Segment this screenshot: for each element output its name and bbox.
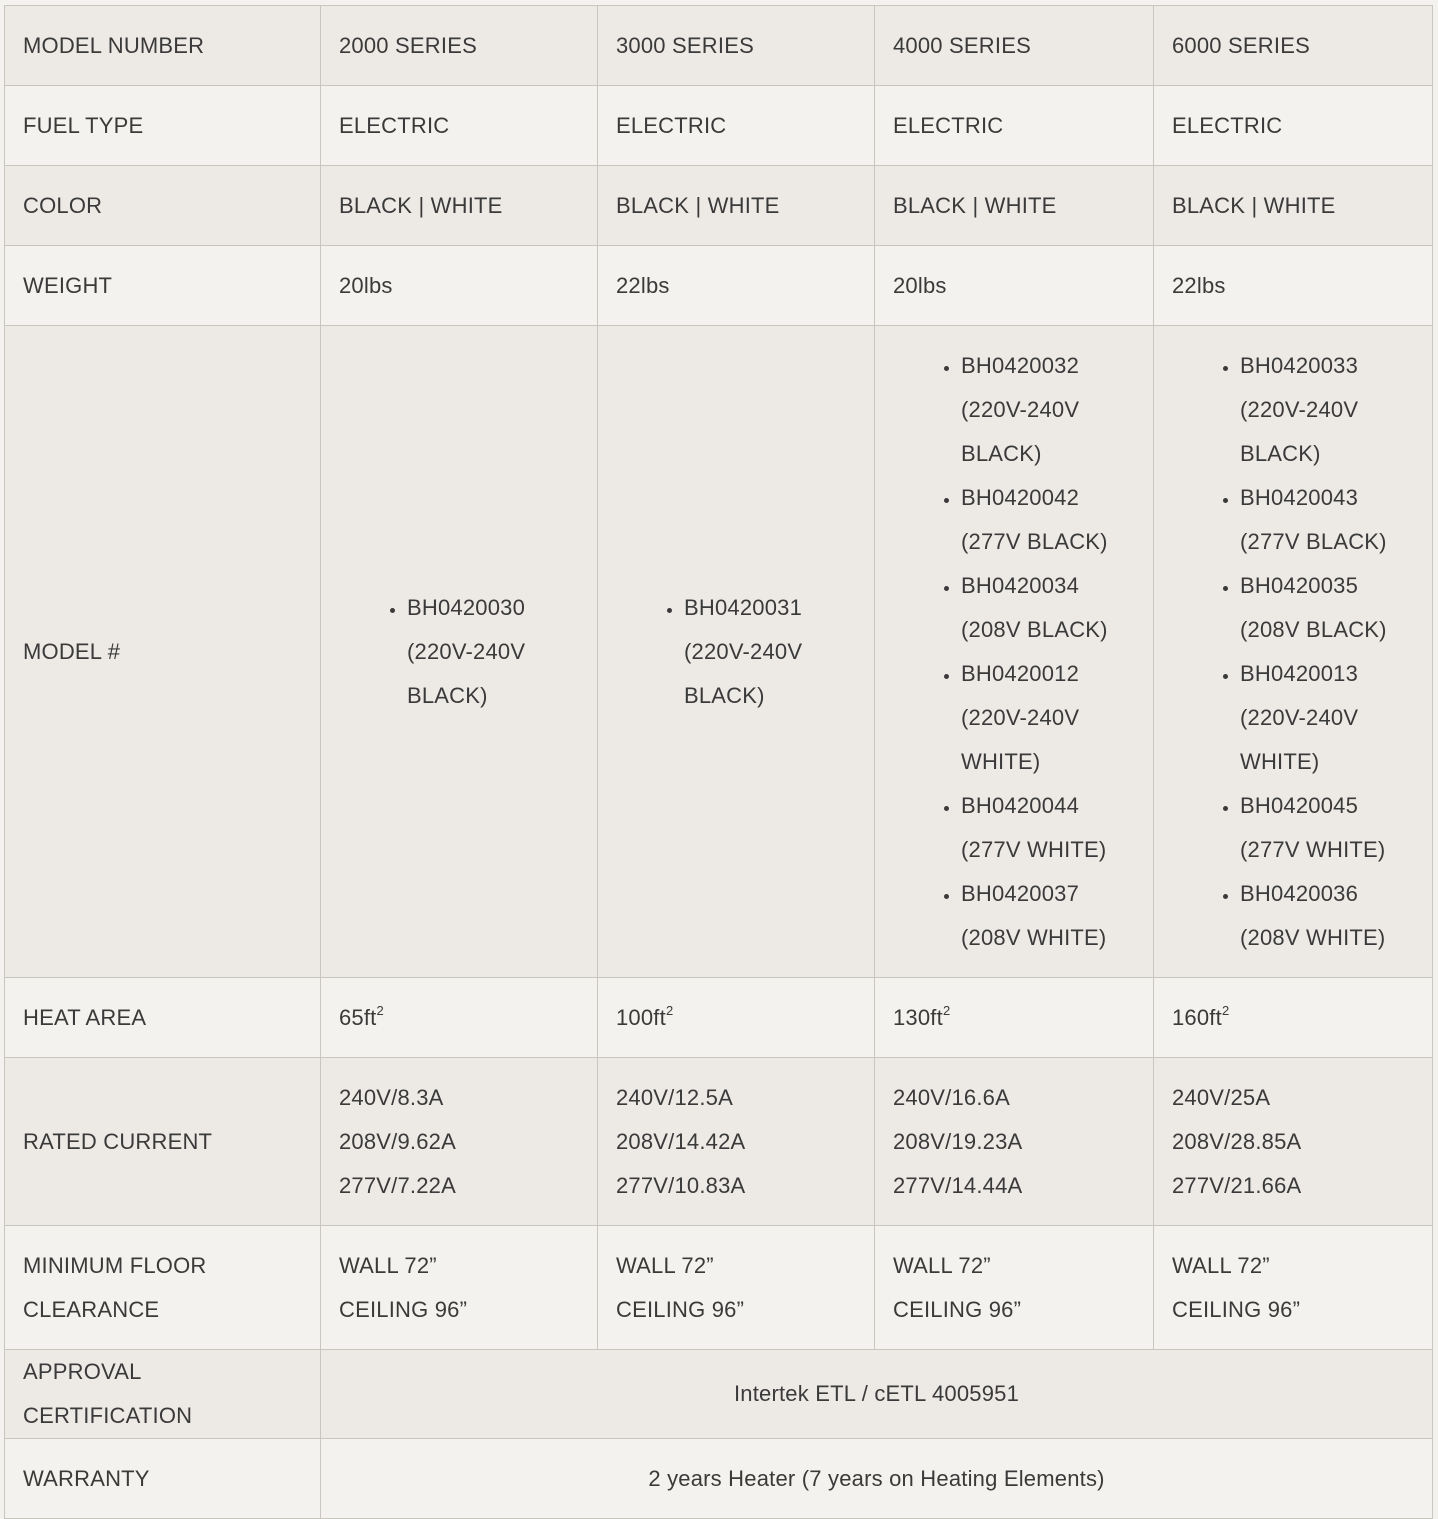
model-description: (208V WHITE) xyxy=(961,924,1107,950)
model-code: • BH0420034 xyxy=(961,572,1080,598)
model-description: (220V-240V xyxy=(1240,396,1359,422)
model-description: BLACK) xyxy=(684,682,765,708)
model-list-item xyxy=(961,784,1135,872)
row-label-color: COLOR xyxy=(5,166,321,246)
row-label-rated-current: RATED CURRENT xyxy=(5,1058,321,1226)
model-list-item xyxy=(961,564,1135,652)
model-description: BLACK) xyxy=(961,440,1042,466)
model-code: • BH0420045 xyxy=(1240,792,1359,818)
cell-value: BLACK | WHITE xyxy=(1154,166,1433,246)
model-description: (208V BLACK) xyxy=(1240,616,1387,642)
header-4000-series: 4000 SERIES xyxy=(875,6,1154,86)
cell-value: 20lbs xyxy=(875,246,1154,326)
header-6000-series: 6000 SERIES xyxy=(1154,6,1433,86)
model-description: (208V BLACK) xyxy=(961,616,1108,642)
model-description: (220V-240V xyxy=(1240,704,1359,730)
model-description: BLACK) xyxy=(407,682,488,708)
current-line: 277V/7.22A xyxy=(339,1172,456,1198)
model-description: (277V WHITE) xyxy=(1240,836,1386,862)
rated-current-row xyxy=(5,1058,1433,1226)
cell-value xyxy=(1154,1226,1433,1350)
current-line: 277V/21.66A xyxy=(1172,1172,1302,1198)
cell-value: ELECTRIC xyxy=(875,86,1154,166)
row-label-clearance xyxy=(5,1226,321,1350)
model-code: • BH0420012 xyxy=(961,660,1080,686)
row-label-model: MODEL # xyxy=(5,326,321,978)
model-list-item xyxy=(961,652,1135,784)
model-code: • BH0420033 xyxy=(1240,352,1359,378)
approval-row xyxy=(5,1350,1433,1439)
cell-value xyxy=(598,1226,875,1350)
cell-value: ELECTRIC xyxy=(321,86,598,166)
heat-area-value: 160ft xyxy=(1172,1004,1222,1030)
weight-row xyxy=(5,246,1433,326)
model-code: • BH0420031 xyxy=(684,594,803,620)
model-code: • BH0420032 xyxy=(961,352,1080,378)
heat-area-value: 65ft xyxy=(339,1004,377,1030)
row-label-approval: APPROVAL CERTIFICATION xyxy=(5,1350,321,1439)
row-label-heat-area: HEAT AREA xyxy=(5,978,321,1058)
heat-area-row xyxy=(5,978,1433,1058)
model-description: BLACK) xyxy=(1240,440,1321,466)
model-list-item xyxy=(1240,344,1414,476)
model-description: (277V WHITE) xyxy=(961,836,1107,862)
current-line: 277V/10.83A xyxy=(616,1172,746,1198)
cell-value xyxy=(321,1226,598,1350)
row-label-fuel-type: FUEL TYPE xyxy=(5,86,321,166)
model-cell xyxy=(321,326,598,978)
cell-value xyxy=(598,1058,875,1226)
model-description: (220V-240V xyxy=(961,396,1080,422)
heat-area-value: 130ft xyxy=(893,1004,943,1030)
cell-value xyxy=(598,978,875,1058)
cell-value: BLACK | WHITE xyxy=(321,166,598,246)
fuel-type-row xyxy=(5,86,1433,166)
model-list-item xyxy=(961,872,1135,960)
model-cell xyxy=(875,326,1154,978)
current-line: 240V/25A xyxy=(1172,1084,1271,1110)
current-line: 208V/9.62A xyxy=(339,1128,456,1154)
clearance-row xyxy=(5,1226,1433,1350)
model-list-item xyxy=(407,586,579,718)
model-description: (208V WHITE) xyxy=(1240,924,1386,950)
cell-value xyxy=(875,1226,1154,1350)
wall-clearance: WALL 72” xyxy=(339,1252,437,1278)
cell-value: 22lbs xyxy=(1154,246,1433,326)
superscript: 2 xyxy=(665,1002,674,1018)
ceiling-clearance: CEILING 96” xyxy=(1172,1296,1301,1322)
current-line: 240V/12.5A xyxy=(616,1084,733,1110)
model-cell xyxy=(598,326,875,978)
ceiling-clearance: CEILING 96” xyxy=(616,1296,745,1322)
row-label-model-number: MODEL NUMBER xyxy=(5,6,321,86)
model-description: (277V BLACK) xyxy=(961,528,1108,554)
superscript: 2 xyxy=(376,1002,384,1018)
model-code: • BH0420044 xyxy=(961,792,1080,818)
model-list-item xyxy=(1240,784,1414,872)
model-code: • BH0420035 xyxy=(1240,572,1359,598)
model-cell xyxy=(1154,326,1433,978)
model-list-item xyxy=(1240,476,1414,564)
label-line: CLEARANCE xyxy=(23,1296,160,1322)
model-code: • BH0420042 xyxy=(961,484,1080,510)
cell-value: BLACK | WHITE xyxy=(875,166,1154,246)
specs-table xyxy=(4,5,1433,1519)
ceiling-clearance: CEILING 96” xyxy=(339,1296,468,1322)
model-list xyxy=(1172,344,1414,960)
cell-value xyxy=(1154,978,1433,1058)
cell-value xyxy=(875,978,1154,1058)
model-code: • BH0420030 xyxy=(407,594,526,620)
model-code: • BH0420036 xyxy=(1240,880,1359,906)
current-line: 240V/16.6A xyxy=(893,1084,1010,1110)
model-list-item xyxy=(1240,872,1414,960)
cell-value: 22lbs xyxy=(598,246,875,326)
model-list-item xyxy=(961,344,1135,476)
wall-clearance: WALL 72” xyxy=(616,1252,714,1278)
current-line: 277V/14.44A xyxy=(893,1172,1023,1198)
color-row xyxy=(5,166,1433,246)
label-line: MINIMUM FLOOR xyxy=(23,1252,207,1278)
model-description: (220V-240V xyxy=(684,638,803,664)
current-line: 208V/19.23A xyxy=(893,1128,1023,1154)
model-code: • BH0420037 xyxy=(961,880,1080,906)
wall-clearance: WALL 72” xyxy=(1172,1252,1270,1278)
model-list xyxy=(339,586,579,718)
cell-value: 20lbs xyxy=(321,246,598,326)
model-description: (277V BLACK) xyxy=(1240,528,1387,554)
heat-area-value: 100ft xyxy=(616,1004,666,1030)
model-list-item xyxy=(961,476,1135,564)
cell-value: BLACK | WHITE xyxy=(598,166,875,246)
current-line: 208V/28.85A xyxy=(1172,1128,1302,1154)
row-label-warranty: WARRANTY xyxy=(5,1439,321,1519)
superscript: 2 xyxy=(1221,1002,1230,1018)
cell-value xyxy=(321,978,598,1058)
wall-clearance: WALL 72” xyxy=(893,1252,991,1278)
header-2000-series: 2000 SERIES xyxy=(321,6,598,86)
warranty-value: 2 years Heater (7 years on Heating Elements) xyxy=(321,1439,1433,1519)
model-list-item xyxy=(1240,652,1414,784)
warranty-row xyxy=(5,1439,1433,1519)
superscript: 2 xyxy=(942,1002,951,1018)
current-line: 208V/14.42A xyxy=(616,1128,746,1154)
header-row xyxy=(5,6,1433,86)
model-description: WHITE) xyxy=(961,748,1041,774)
cell-value xyxy=(321,1058,598,1226)
model-list-item xyxy=(1240,564,1414,652)
approval-value: Intertek ETL / cETL 4005951 xyxy=(321,1350,1433,1439)
cell-value: ELECTRIC xyxy=(598,86,875,166)
cell-value xyxy=(875,1058,1154,1226)
row-label-weight: WEIGHT xyxy=(5,246,321,326)
model-list xyxy=(616,586,856,718)
model-list xyxy=(893,344,1135,960)
header-3000-series: 3000 SERIES xyxy=(598,6,875,86)
cell-value: ELECTRIC xyxy=(1154,86,1433,166)
model-code: • BH0420013 xyxy=(1240,660,1359,686)
model-description: (220V-240V xyxy=(961,704,1080,730)
model-list-item xyxy=(684,586,856,718)
ceiling-clearance: CEILING 96” xyxy=(893,1296,1022,1322)
model-row xyxy=(5,326,1433,978)
model-description: (220V-240V xyxy=(407,638,526,664)
cell-value xyxy=(1154,1058,1433,1226)
model-code: • BH0420043 xyxy=(1240,484,1359,510)
current-line: 240V/8.3A xyxy=(339,1084,444,1110)
model-description: WHITE) xyxy=(1240,748,1320,774)
